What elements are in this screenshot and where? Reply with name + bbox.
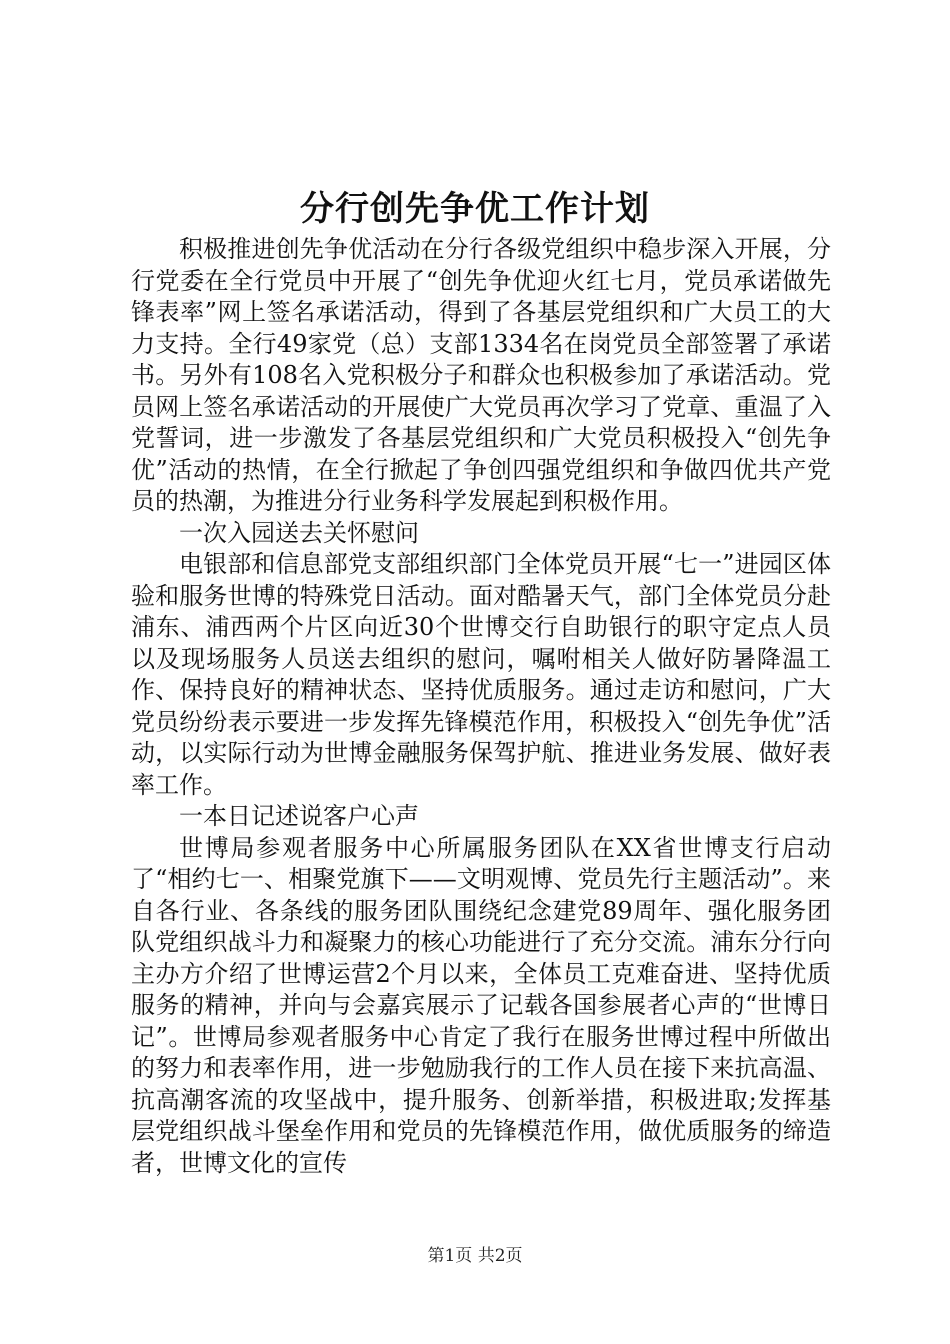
paragraph-intro: 积极推进创先争优活动在分行各级党组织中稳步深入开展，分行党委在全行党员中开展了“创先争优迎火红七月，党员承诺做先锋表率”网上签名承诺活动，得到了各基层党组织和广大员工的大力支持。全行49家党（总）支部1334名在岗党员全部签署了承诺书。另外有108名入党积极分子和群众也积极参加了承诺活动。党员网上签名承诺活动的开展使广大党员再次学习了党章、重温了入党誓词，进一步激发了各基层党组织和广大党员积极投入“创先争优”活动的热情，在全行掀起了争创四强党组织和争做四优共产党员的热潮，为推进分行业务科学发展起到积极作用。	[131, 235, 831, 515]
page-footer: 第1页 共2页	[427, 1246, 523, 1266]
section-heading-diary: 一本日记述说客户心声	[179, 802, 419, 830]
paragraph-visit: 电银部和信息部党支部组织部门全体党员开展“七一”进园区体验和服务世博的特殊党日活动。面对酷暑天气，部门全体党员分赴浦东、浦西两个片区向近30个世博交行自助银行的职守定点人员以及现场服务人员送去组织的慰问，嘱咐相关人做好防暑降温工作、保持良好的精神状态、坚持优质服务。通过走访和慰问，广大党员纷纷表示要进一步发挥先锋模范作用，积极投入“创先争优”活动，以实际行动为世博金融服务保驾护航、推进业务发展、做好表率工作。	[131, 550, 831, 799]
section-heading-visit: 一次入园送去关怀慰问	[179, 518, 419, 547]
document-title: 分行创先争优工作计划	[300, 189, 650, 229]
document-body	[131, 234, 831, 1179]
paragraph-diary: 世博局参观者服务中心所属服务团队在XX省世博支行启动了“相约七一、相聚党旗下——文明观博、党员先行主题活动”。来自各行业、各条线的服务团队围绕纪念建党89周年、强化服务团队党组织战斗力和凝聚力的核心功能进行了充分交流。浦东分行向主办方介绍了世博运营2个月以来，全体员工克难奋进、坚持优质服务的精神，并向与会嘉宾展示了记载各国参展者心声的“世博日记”。世博局参观者服务中心肯定了我行在服务世博过程中所做出的努力和表率作用，进一步勉励我行的工作人员在接下来抗高温、抗高潮客流的攻坚战中，提升服务、创新举措，积极进取;发挥基层党组织战斗堡垒作用和党员的先锋模范作用，做优质服务的缔造者，世博文化的宣传	[131, 833, 831, 1177]
